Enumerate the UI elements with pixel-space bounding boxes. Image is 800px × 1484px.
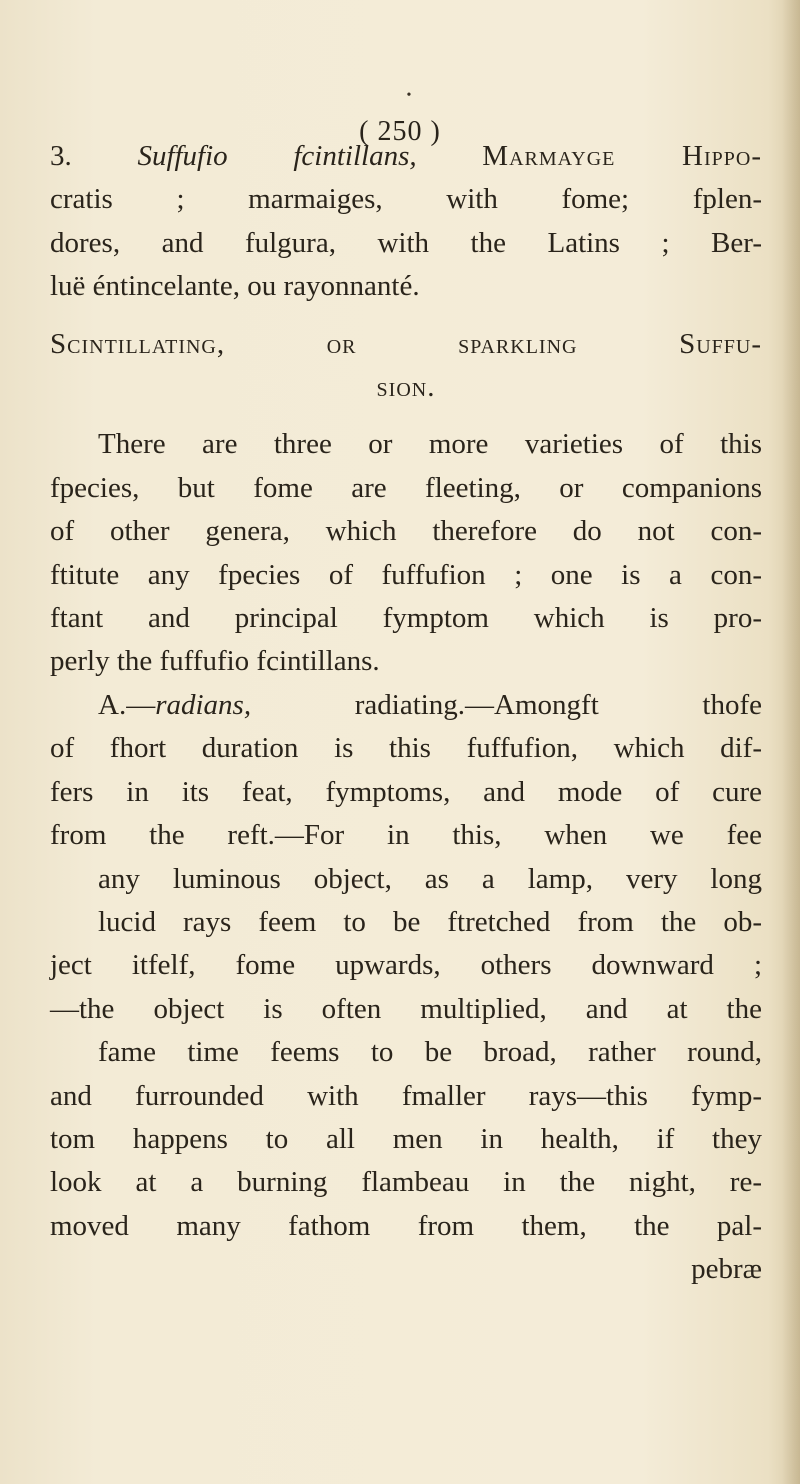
- body-text: [50, 135, 762, 1292]
- variety-term: radians,: [155, 688, 252, 721]
- entry-heading-line: dores, and fulgura, with the Latins ; Ber-: [50, 226, 762, 259]
- paragraph-line: —the object is often multiplied, and at the: [50, 992, 762, 1025]
- latin-species-name: Suffufio fcintillans,: [137, 140, 417, 172]
- paragraph-line: lucid rays feem to be ftretched from the ob-: [98, 905, 762, 938]
- page-edge-shadow: [782, 0, 800, 1484]
- english-subtitle-line-1: Scintillating, or sparkling Suffu-: [50, 327, 762, 360]
- paragraph-line: perly the fuffufio fcintillans.: [50, 645, 380, 678]
- variety-label: A.—: [98, 688, 156, 721]
- entry-heading-text: Marmayge Hippo-: [482, 140, 762, 172]
- paragraph-line: moved many fathom from them, the pal-: [50, 1209, 762, 1242]
- variety-first-line-rest: radiating.—Amongft thofe: [251, 688, 762, 721]
- entry-heading-line-1: [50, 135, 762, 178]
- paragraph-line: ftant and principal fymptom which is pro-: [50, 602, 762, 635]
- paragraph-line: ject itfelf, fome upwards, others downward ;: [50, 949, 762, 982]
- paragraph-line: tom happens to all men in health, if they: [50, 1122, 762, 1155]
- paragraph-line: fers in its feat, fymptoms, and mode of cure: [50, 775, 762, 808]
- ink-speck: •: [406, 88, 412, 103]
- entry-number: 3.: [50, 140, 72, 172]
- paragraph-line: of fhort duration is this fuffufion, which dif-: [50, 732, 762, 765]
- spacer: [50, 409, 762, 423]
- paragraph-line: of other genera, which therefore do not con-: [50, 515, 762, 548]
- variety-a-first-line: [50, 684, 762, 727]
- paragraph-line: There are three or more varieties of this: [98, 428, 762, 461]
- page-number: ( 250 ): [359, 116, 441, 147]
- paragraph-line: ftitute any fpecies of fuffufion ; one is a con-: [50, 558, 762, 591]
- entry-heading-line: cratis ; marmaiges, with fome; fplen-: [50, 183, 762, 216]
- paragraph-line: and furrounded with fmaller rays—this fymp-: [50, 1079, 762, 1112]
- paragraph-line: fpecies, but fome are fleeting, or companions: [50, 471, 762, 504]
- entry-heading-line: luë éntincelante, ou rayonnanté.: [50, 270, 420, 303]
- paragraph-line: fame time feems to be broad, rather round,: [98, 1036, 762, 1069]
- paragraph-line: any luminous object, as a lamp, very long: [98, 862, 762, 895]
- spacer: [50, 309, 762, 323]
- paragraph-line: from the reft.—For in this, when we fee: [50, 819, 762, 852]
- paragraph-line: look at a burning flambeau in the night, re-: [50, 1166, 762, 1199]
- catchword: pebræ: [691, 1253, 762, 1286]
- english-subtitle-line-2: sion.: [376, 371, 436, 404]
